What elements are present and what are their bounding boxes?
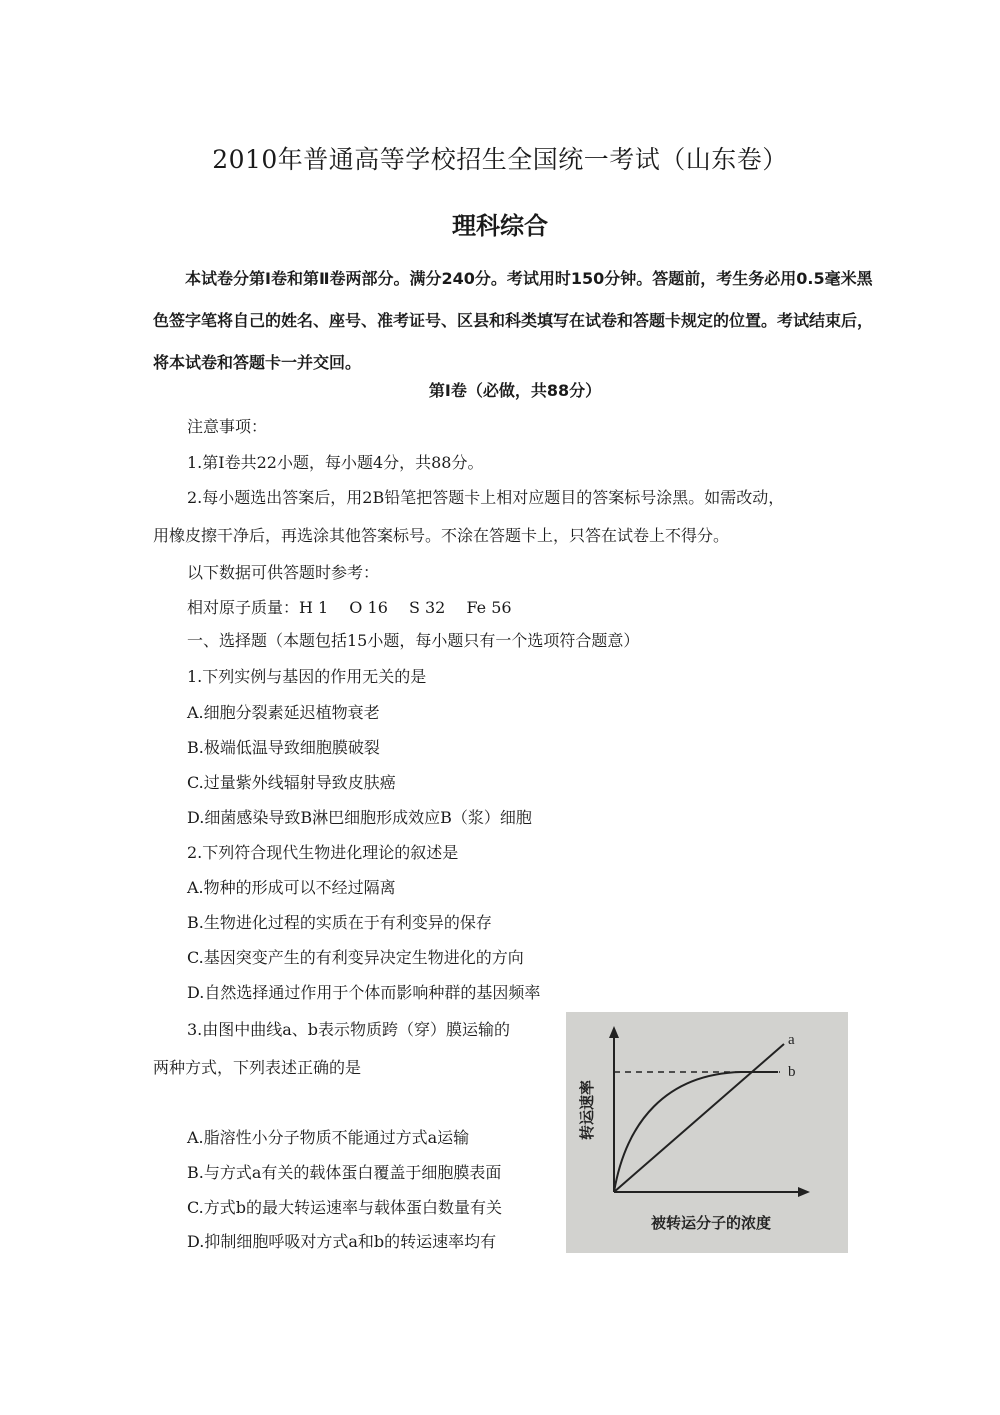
q2-option-d: D.自然选择通过作用于个体而影响种群的基因频率: [187, 983, 541, 1002]
x-axis-label: 被转运分子的浓度: [650, 1214, 772, 1232]
q3-stem-line-2: 两种方式，下列表述正确的是: [153, 1058, 362, 1077]
q2-option-b: B.生物进化过程的实质在于有利变异的保存: [187, 913, 492, 932]
notes-title: 注意事项：: [187, 417, 268, 436]
q3-option-a: A.脂溶性小分子物质不能通过方式a运输: [187, 1128, 470, 1147]
y-axis-label: 转运速率: [578, 1079, 596, 1141]
exam-subtitle: 理科综合: [452, 212, 548, 240]
q3-option-b: B.与方式a有关的载体蛋白覆盖于细胞膜表面: [187, 1163, 502, 1182]
q1-option-a: A.细胞分裂素延迟植物衰老: [187, 703, 380, 722]
exam-intro: 本试卷分第Ⅰ卷和第Ⅱ卷两部分。满分240分。考试用时150分钟。答题前，考生务必用0.5毫米黑色签字笔将自己的姓名、座号、准考证号、区县和科类填写在试卷和答题卡规定的位置。考试结束后，将本试卷和答题卡一并交回。: [153, 269, 874, 372]
x-axis-arrow: [798, 1187, 810, 1197]
q1-option-b: B.极端低温导致细胞膜破裂: [187, 738, 380, 757]
note-2-line-1: 2.每小题选出答案后，用2B铅笔把答题卡上相对应题目的答案标号涂黑。如需改动，: [187, 488, 785, 507]
curve-a-label: a: [788, 1032, 795, 1048]
note-1: 1.第Ⅰ卷共22小题，每小题4分，共88分。: [187, 453, 484, 472]
q3-option-c: C.方式b的最大转运速率与载体蛋白数量有关: [187, 1198, 503, 1217]
exam-title: 2010年普通高等学校招生全国统一考试（山东卷）: [212, 145, 788, 174]
q1-option-d: D.细菌感染导致B淋巴细胞形成效应B（浆）细胞: [187, 808, 532, 827]
q3-stem-line-1: 3.由图中曲线a、b表示物质跨（穿）膜运输的: [187, 1020, 511, 1039]
y-axis-arrow: [609, 1026, 619, 1038]
part-one-heading: 一、选择题（本题包括15小题，每小题只有一个选项符合题意）: [187, 631, 640, 650]
transport-rate-figure: [566, 1012, 848, 1253]
curve-b-label: b: [788, 1064, 796, 1080]
q1-option-c: C.过量紫外线辐射导致皮肤癌: [187, 773, 396, 792]
note-2-line-2: 用橡皮擦干净后，再选涂其他答案标号。不涂在答题卡上，只答在试卷上不得分。: [153, 526, 730, 545]
q3-option-d: D.抑制细胞呼吸对方式a和b的转运速率均有: [187, 1232, 497, 1251]
q1-stem: 1.下列实例与基因的作用无关的是: [187, 667, 427, 686]
q2-stem: 2.下列符合现代生物进化理论的叙述是: [187, 843, 459, 862]
q2-option-a: A.物种的形成可以不经过隔离: [187, 878, 396, 897]
curve-b-line: [614, 1072, 778, 1192]
section-heading: 第Ⅰ卷（必做，共88分）: [428, 381, 602, 400]
atomic-mass: 相对原子质量：H 1 O 16 S 32 Fe 56: [187, 598, 512, 617]
reference-data: 以下数据可供答题时参考：: [187, 563, 380, 582]
curve-a-line: [614, 1044, 784, 1192]
transport-rate-graph: [566, 1012, 848, 1253]
q2-option-c: C.基因突变产生的有利变异决定生物进化的方向: [187, 948, 524, 967]
